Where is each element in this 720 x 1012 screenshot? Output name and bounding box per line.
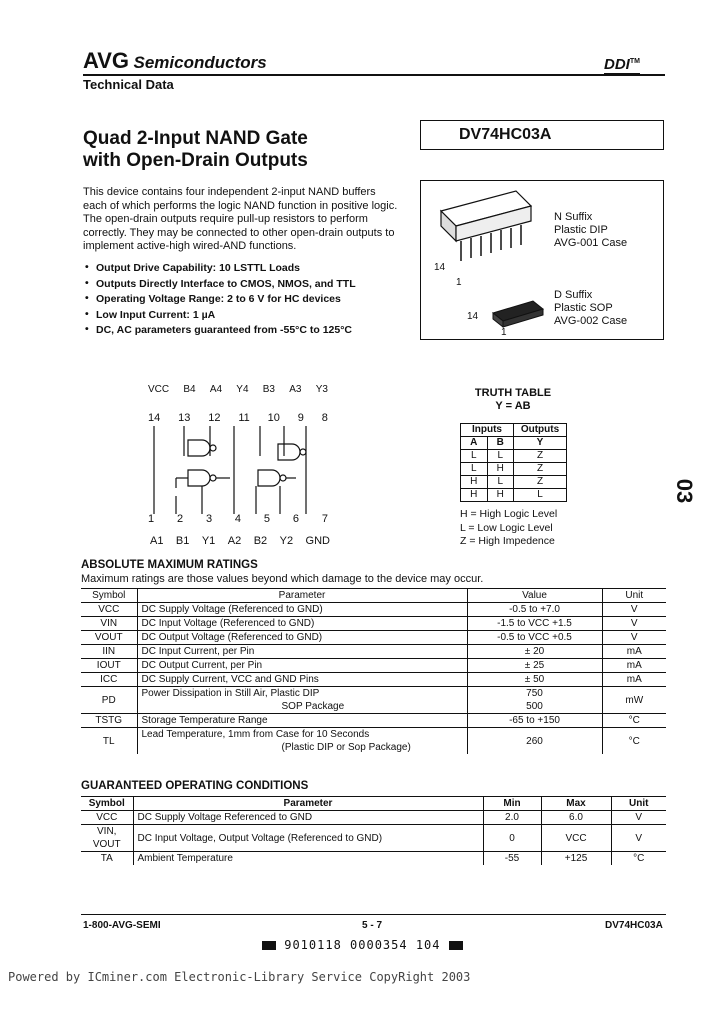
abs-max-unit-cell: V [602,603,666,617]
abs-max-param-cell: DC Input Current, per Pin [137,645,467,659]
abs-max-param-cell: DC Supply Voltage (Referenced to GND) [137,603,467,617]
op-cond-sym-cell: TA [81,852,133,866]
page-title [83,128,403,172]
table-row [81,811,666,825]
feature-item: • Outputs Directly Interface to CMOS, NMOS, and TTL [83,278,413,294]
op-cond-table: Symbol Parameter Min Max Unit VCC DC Supply Voltage Referenced to GND 2.0 6.0 V VIN, VOUT DC Input Voltage, Output Voltage (Referenced to GND) 0 VCC V TA Ambient Temperature -55 +125 °C [81,796,666,865]
abs-max-sym-cell: VIN [81,617,137,631]
tt-outputs-header: Outputs [514,424,567,437]
table-row: L L Z [461,450,567,463]
d-suffix-label: D Suffix Plastic SOP AVG-002 Case [554,289,628,327]
abs-max-sym-cell: PD [81,687,137,714]
dip-package-icon [441,191,531,261]
op-cond-sym-cell: VIN, VOUT [81,825,133,852]
op-cond-min-cell: -55 [483,852,541,866]
ddi-logo: DDI™ [604,56,640,73]
header-rule [83,74,665,76]
op-cond-unit-cell: V [611,811,666,825]
abs-max-param-cell: DC Input Voltage (Referenced to GND) [137,617,467,631]
op-cond-max-cell: +125 [541,852,611,866]
sop-pin-1: 1 [501,327,507,338]
sop-package-icon [493,301,543,327]
pinout-diagram [130,378,330,553]
abs-max-unit-cell: V [602,631,666,645]
abs-max-value-cell: -65 to +150 [467,714,602,728]
pinout-top-numbers: 14 13 12 11 10 9 8 [148,412,328,424]
table-row [81,728,666,755]
pinout-top-labels: VCC B4 A4 Y4 B3 A3 Y3 [148,384,328,395]
abs-max-subtitle: Maximum ratings are those values beyond which damage to the device may occur. [81,573,484,585]
powered-by: Powered by ICminer.com Electronic-Library Service CopyRight 2003 [8,970,471,984]
op-cond-unit-cell: °C [611,852,666,866]
abs-max-sym-cell: VOUT [81,631,137,645]
logic-gates [130,426,330,516]
technical-data-label: Technical Data [83,77,174,92]
pinout-bottom-labels: A1 B1 Y1 A2 B2 Y2 GND [150,535,330,547]
abs-max-value-cell: -0.5 to VCC +0.5 [467,631,602,645]
description: This device contains four independent 2-input NAND buffers each of which performs the logic NAND function in positive logic. The open-drain outputs require pull-up resistors to perform correctly. They may be connected to other open-drain outputs to implement active-high wired-AND functions. [83,186,398,252]
footer-part: DV74HC03A [605,920,663,931]
abs-max-unit-cell: mA [602,673,666,687]
table-row [81,687,666,714]
abs-max-value-cell: 750 500 [467,687,602,714]
abs-max-unit-cell: °C [602,714,666,728]
abs-max-unit-cell: °C [602,728,666,755]
abs-max-title: ABSOLUTE MAXIMUM RATINGS [81,559,258,571]
abs-max-param-cell: Lead Temperature, 1mm from Case for 10 Seconds (Plastic DIP or Sop Package) [137,728,467,755]
brand-logo [83,48,267,74]
abs-max-value-cell: ± 25 [467,659,602,673]
abs-max-sym-cell: TSTG [81,714,137,728]
table-row [81,603,666,617]
footer-page: 5 - 7 [362,920,383,931]
abs-max-unit-cell: mA [602,659,666,673]
dip-pin-1: 1 [456,277,462,288]
n-suffix-label: N Suffix Plastic DIP AVG-001 Case [554,211,628,249]
brand-suffix: Semiconductors [133,53,267,72]
barcode-text: 9010118 0000354 104 [262,938,463,952]
feature-item: • Output Drive Capability: 10 LSTTL Loads [83,262,413,278]
abs-max-sym-cell: ICC [81,673,137,687]
op-cond-param-cell: DC Input Voltage, Output Voltage (Referenced to GND) [133,825,483,852]
abs-max-sym-cell: VCC [81,603,137,617]
table-row: H L Z [461,476,567,489]
abs-max-unit-cell: V [602,617,666,631]
section-tab: 03 [672,478,698,504]
abs-max-value-cell: 260 [467,728,602,755]
abs-max-param-cell: Storage Temperature Range [137,714,467,728]
abs-max-param-cell: DC Supply Current, VCC and GND Pins [137,673,467,687]
op-cond-param-cell: Ambient Temperature [133,852,483,866]
op-cond-unit-cell: V [611,825,666,852]
truth-table-legend: H = High Logic Level L = Low Logic Level Z = High Impedence [460,508,558,547]
table-row [81,825,666,852]
op-cond-max-cell: 6.0 [541,811,611,825]
brand-name: AVG [83,48,130,73]
title-line-2: with Open-Drain Outputs [83,150,308,171]
abs-max-sym-cell: TL [81,728,137,755]
pinout-bottom-numbers: 1 2 3 4 5 6 7 [148,513,328,525]
abs-max-param-cell: DC Output Current, per Pin [137,659,467,673]
table-row [81,659,666,673]
table-row: L H Z [461,463,567,476]
table-row [81,852,666,866]
feature-item: • Operating Voltage Range: 2 to 6 V for HC devices [83,293,413,309]
package-drawings [421,181,551,336]
abs-max-sym-cell: IOUT [81,659,137,673]
sop-pin-14: 14 [467,311,479,322]
abs-max-value-cell: ± 50 [467,673,602,687]
package-box [420,180,664,340]
op-cond-sym-cell: VCC [81,811,133,825]
truth-table: Inputs Outputs A B Y L L Z L H Z H L Z H H L [460,423,567,502]
op-cond-min-cell: 0 [483,825,541,852]
table-row [81,714,666,728]
title-line-1: Quad 2-Input NAND Gate [83,128,308,149]
table-row [81,673,666,687]
abs-max-param-cell: Power Dissipation in Still Air, Plastic DIP SOP Package [137,687,467,714]
footer-phone: 1-800-AVG-SEMI [83,920,161,931]
truth-table-title: TRUTH TABLE Y = AB [474,387,552,412]
op-cond-param-cell: DC Supply Voltage Referenced to GND [133,811,483,825]
feature-item: • Low Input Current: 1 µA [83,309,413,325]
abs-max-unit-cell: mA [602,645,666,659]
table-row [81,645,666,659]
abs-max-value-cell: -0.5 to +7.0 [467,603,602,617]
abs-max-value-cell: -1.5 to VCC +1.5 [467,617,602,631]
feature-list [83,262,413,340]
dip-pin-14: 14 [434,262,446,273]
feature-item: • DC, AC parameters guaranteed from -55°C to 125°C [83,324,413,340]
op-cond-title: GUARANTEED OPERATING CONDITIONS [81,780,309,792]
abs-max-sym-cell: IIN [81,645,137,659]
part-number-box: DV74HC03A [420,120,664,150]
table-row: H H L [461,489,567,502]
table-row [81,617,666,631]
abs-max-unit-cell: mW [602,687,666,714]
abs-max-value-cell: ± 20 [467,645,602,659]
table-row [81,631,666,645]
abs-max-param-cell: DC Output Voltage (Referenced to GND) [137,631,467,645]
footer-rule [81,914,666,915]
op-cond-max-cell: VCC [541,825,611,852]
op-cond-min-cell: 2.0 [483,811,541,825]
abs-max-table: Symbol Parameter Value Unit VCC DC Supply Voltage (Referenced to GND) -0.5 to +7.0 V VIN DC Input Voltage (Referenced to GND) -1.5 to VCC +1.5 V VOUT DC Output Voltage (Referenced to GND) -0.5 to VCC +0.5 V IIN DC Input Current, per Pin ± 20 mA IOUT DC Output Current, per Pin ± 25 mA ICC DC Supply Current, VCC and GND Pins ± 50 mA PD Power Dissipation in Still Air, Plastic DIP SOP Package 750 500 mW TSTG Storage Temperature Range -65 to +150 °C TL Lead Temperature, 1mm from Case for 10 Seconds (Plastic DIP or Sop Package) 260 °C [81,588,666,754]
tt-inputs-header: Inputs [461,424,514,437]
